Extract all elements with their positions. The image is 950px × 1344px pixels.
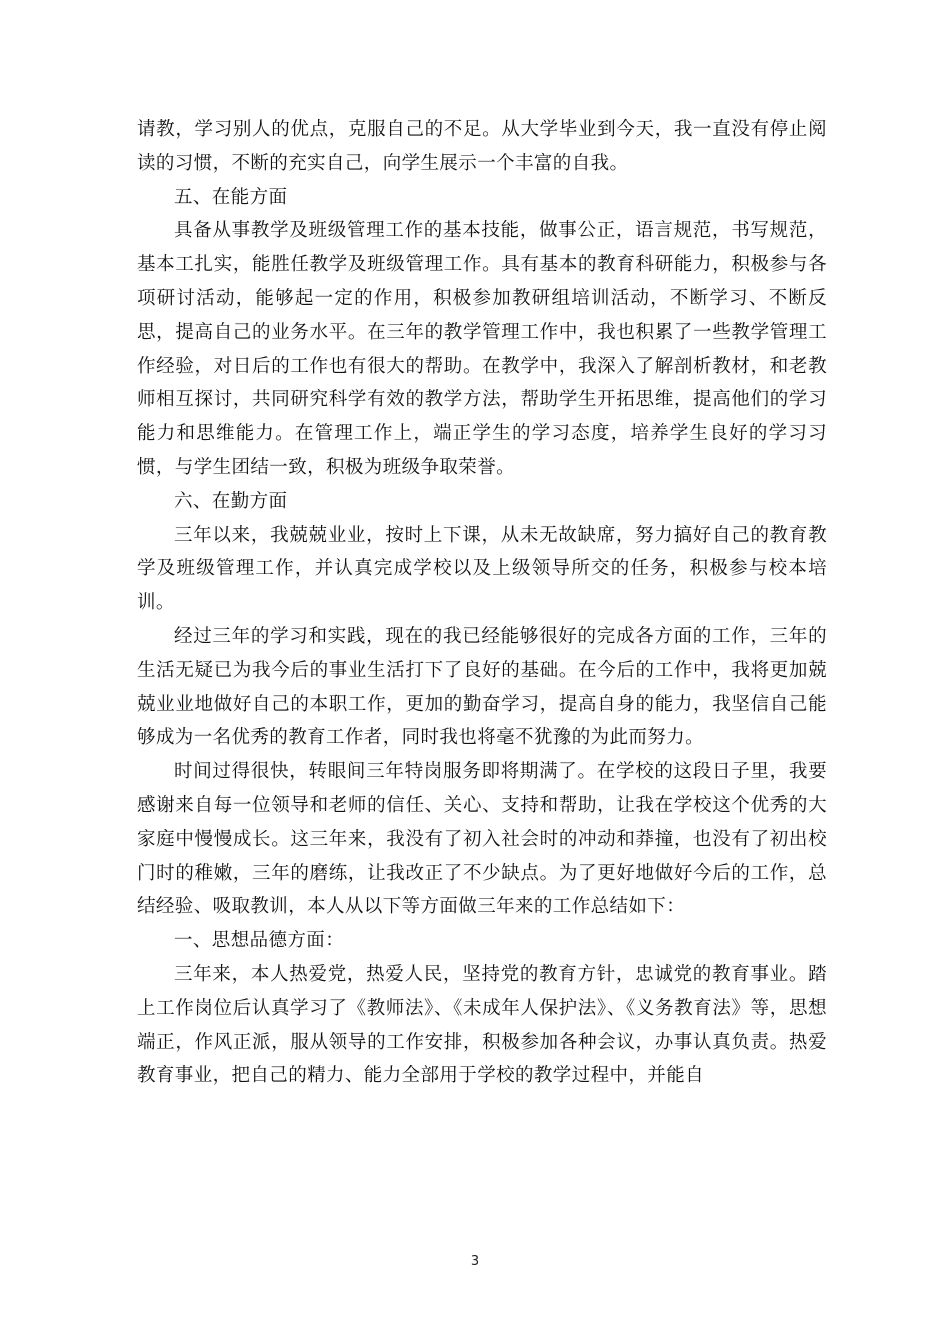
section-heading-ideology: 一、思想品德方面： [174,930,345,952]
paragraph-continuation: 请教，学习别人的优点，克服自己的不足。从大学毕业到今天，我一直没有停止阅读的习惯，不断的充实自己，向学生展示一个丰富的自我。 [137,119,827,174]
section-heading-diligence: 六、在勤方面 [174,490,288,512]
section-heading-ability: 五、在能方面 [174,186,288,208]
paragraph-ability: 具备从事教学及班级管理工作的基本技能，做事公正，语言规范，书写规范，基本工扎实，能胜任教学及班级管理工作。具有基本的教育科研能力，积极参与各项研讨活动，能够起一定的作用，积极参加教研组培训活动，不断学习、不断反思，提高自己的业务水平。在三年的教学管理工作中，我也积累了一些教学管理工作经验，对日后的工作也有很大的帮助。在教学中，我深入了解剖析教材，和老教师相互探讨，共同研究科学有效的教学方法，帮助学生开拓思维，提高他们的学习能力和思维能力。在管理工作上，端正学生的学习态度，培养学生良好的学习习惯，与学生团结一致，积极为班级争取荣誉。 [137,220,827,478]
paragraph-reflection: 经过三年的学习和实践，现在的我已经能够很好的完成各方面的工作，三年的生活无疑已为我今后的事业生活打下了良好的基础。在今后的工作中，我将更加兢兢业业地做好自己的本职工作，更加的勤奋学习，提高自身的能力，我坚信自己能够成为一名优秀的教育工作者，同时我也将毫不犹豫的为此而努力。 [137,625,827,749]
paragraph-gratitude: 时间过得很快，转眼间三年特岗服务即将期满了。在学校的这段日子里，我要感谢来自每一位领导和老师的信任、关心、支持和帮助，让我在学校这个优秀的大家庭中慢慢成长。这三年来，我没有了初入社会时的冲动和莽撞，也没有了初出校门时的稚嫩，三年的磨练，让我改正了不少缺点。为了更好地做好今后的工作，总结经验、吸取教训，本人从以下等方面做三年来的工作总结如下： [137,761,827,918]
page-number: 3 [470,1254,480,1269]
page-content [137,113,827,1093]
paragraph-ideology: 三年来，本人热爱党，热爱人民，坚持党的教育方针，忠诚党的教育事业。踏上工作岗位后认真学习了《教师法》、《未成年人保护法》、《义务教育法》等，思想端正，作风正派，服从领导的工作安排，积极参加各种会议，办事认真负责。热爱教育事业，把自己的精力、能力全部用于学校的教学过程中，并能自 [137,963,827,1087]
paragraph-diligence: 三年以来，我兢兢业业，按时上下课，从未无故缺席，努力搞好自己的教育教学及班级管理工作，并认真完成学校以及上级领导所交的任务，积极参与校本培训。 [137,524,827,614]
